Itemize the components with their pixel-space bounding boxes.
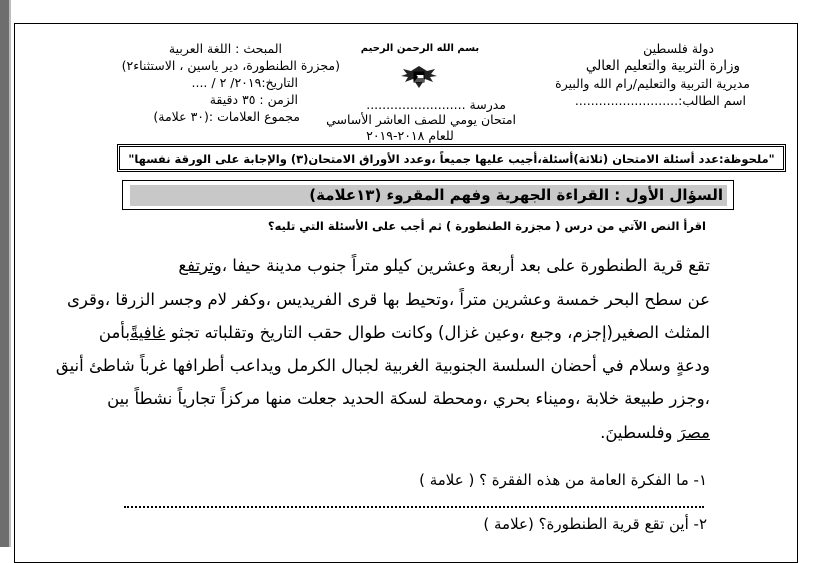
passage-line-6-underlined: مصرَ <box>677 423 710 442</box>
basmala: بسم الله الرحمن الرحيم <box>360 43 480 54</box>
lesson-label: (مجزرة الطنطورة، دير ياسين ، الاستثناء٢) <box>121 58 340 73</box>
passage-line-5: ،وجزر طبيعة خلابة ،وميناء بحري ،ومحطة لسكة الحديد جعلت منها مركزاً تجارياً نشطاً بين <box>107 389 710 408</box>
school-label: مدرسة ......................... <box>366 97 506 112</box>
header-left <box>121 41 340 124</box>
question-header-box <box>122 180 734 210</box>
directorate-label: مديرية التربية والتعليم/رام الله والبيرة <box>555 76 750 91</box>
school-year: للعام ٢٠١٨-٢٠١٩ <box>366 128 454 143</box>
ministry-label: وزارة التربية والتعليم العالي <box>585 58 740 74</box>
header-right <box>552 41 762 108</box>
state-label: دولة فلسطين <box>643 41 714 56</box>
date-label: التاريخ:٢٠١٩/ ٢ / .... <box>191 75 298 90</box>
note-box <box>117 144 786 172</box>
passage-line-1-text: تقع قرية الطنطورة على بعد أربعة وعشرين كيلو متراً جنوب مدينة حيفا ، <box>221 256 710 275</box>
question-instruction: اقرأ النص الآتي من درس ( مجزرة الطنطورة ) ثم أجب على الأسئلة التي تليه؟ <box>267 219 706 233</box>
passage-line-4: ودعةٍ وسلام في أحضان السلسة الجنوبية الغربية لجبال الكرمل ويداعب أطرافها غرباً شاطئ أنيق <box>55 356 710 375</box>
student-name-label: اسم الطالب:.......................... <box>574 93 746 108</box>
exam-title: امتحان يومي للصف العاشر الأساسي <box>326 112 516 127</box>
question-title: السؤال الأول : القراءة الجهرية وفهم المقروء (١٣علامة) <box>309 186 723 204</box>
passage-line-3-underlined: غافيةً <box>129 323 166 342</box>
emblem-icon <box>399 64 439 90</box>
total-marks-label: مجموع العلامات :(٣٠ علامة) <box>153 109 300 124</box>
window-edge-shadow <box>9 0 11 547</box>
answer-line-1[interactable] <box>124 506 704 508</box>
passage-line-1 <box>178 256 710 276</box>
subject-label: المبحث : اللغة العربية <box>168 41 282 56</box>
time-label: الزمن : ٣٥ دقيقة <box>209 92 298 107</box>
passage-line-6 <box>600 423 710 443</box>
passage-line-6-text: وفلسطينَ. <box>600 423 673 442</box>
passage-line-1-underlined: وترتفع <box>178 256 222 275</box>
passage-line-3-text-b: بأمن <box>98 323 130 342</box>
passage-line-3-text-a: المثلث الصغير(إجزم، وجبع ،وعين غزال) وكانت طوال حقب التاريخ وتقلباته تجثو <box>170 323 710 342</box>
question-2: ٢- أين تقع قرية الطنطورة؟ (علامة ) <box>483 515 707 533</box>
window-edge <box>0 0 9 547</box>
note-text: "ملحوظة:عدد أسئلة الامتحان (ثلاثة)أسئلة،أجيب عليها جميعاً ،وعدد الأوراق الامتحان(٣) والإجابة على الورقة نفسها" <box>128 152 775 166</box>
question-1: ١- ما الفكرة العامة من هذه الفقرة ؟ ( علامة ) <box>419 471 707 489</box>
header-center <box>335 41 505 56</box>
passage-line-3 <box>99 323 710 343</box>
passage-line-2: عن سطح البحر خمسة وعشرين متراً ،وتحيط بها قرى الفريديس ،وكفر لام وجسر الزرقا ،وقرى <box>66 290 710 309</box>
